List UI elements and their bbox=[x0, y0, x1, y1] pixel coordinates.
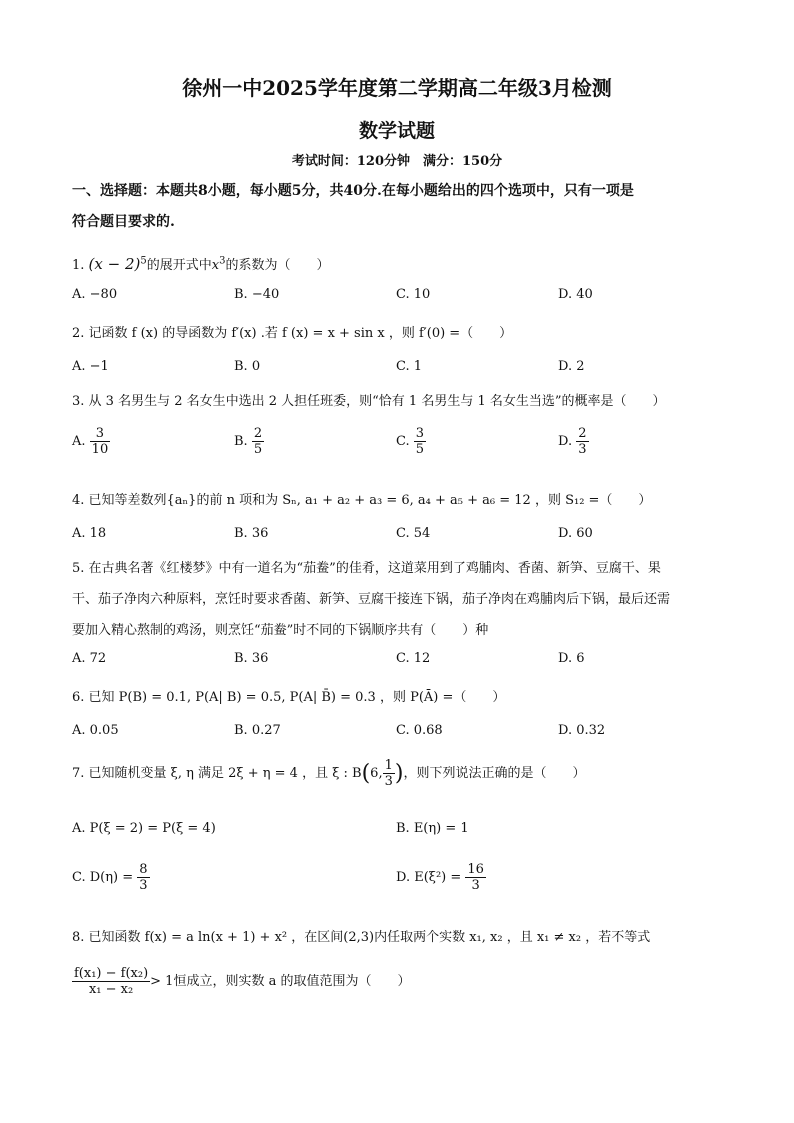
question-7: 7. 已知随机变量 ξ, η 满足 2ξ + η = 4 ，且 ξ : B(6, $\frac{1}{3}$ )，则下列说法正确的是（ ） bbox=[72, 758, 586, 789]
q5-option-b[interactable]: B. 36 bbox=[234, 651, 269, 666]
fraction: $\frac{1}{3}$ bbox=[384, 758, 393, 789]
question-4: 4. 已知等差数列{aₙ}的前 n 项和为 Sₙ, a₁ + a₂ + a₃ = 6, a₄ + a₅ + a₆ = 12 ，则 S₁₂ =（ ） bbox=[72, 493, 652, 508]
q6-option-c[interactable]: C. 0.68 bbox=[396, 723, 443, 738]
q7-option-c[interactable]: C. D(η) = $\frac{8}{3}$ bbox=[72, 862, 148, 893]
q5-option-a[interactable]: A. 72 bbox=[72, 651, 107, 666]
question-6: 6. 已知 P(B) = 0.1, P(A| B) = 0.5, P(A| B̄) = 0.3 ，则 P(Ā) =（ ） bbox=[72, 690, 506, 705]
fraction: $\frac{2}{5}$ bbox=[253, 426, 263, 457]
q4-option-a[interactable]: A. 18 bbox=[72, 526, 107, 541]
question-1: 1. $(x - 2)^5$的展开式中$x^3$的系数为（ ） bbox=[72, 255, 330, 273]
q4-option-b[interactable]: B. 36 bbox=[234, 526, 269, 541]
page-subtitle: 数学试题 bbox=[358, 120, 435, 142]
question-8-line-2: $\frac{\text{f(x₁) − f(x₂)}}{\text{x₁ − x₂}}$ > 1恒成立，则实数 a 的取值范围为（ ） bbox=[74, 966, 411, 997]
question-5-line-3: 要加入精心熬制的鸡汤，则烹饪“茄鲞”时不同的下锅顺序共有（ ）种 bbox=[72, 623, 489, 638]
q2-option-c[interactable]: C. 1 bbox=[396, 359, 423, 374]
q6-option-a[interactable]: A. 0.05 bbox=[72, 723, 119, 738]
q3-option-b[interactable]: B. $\frac{2}{5}$ bbox=[234, 426, 263, 457]
q6-option-d[interactable]: D. 0.32 bbox=[558, 723, 606, 738]
q4-option-d[interactable]: D. 60 bbox=[558, 526, 593, 541]
question-3: 3. 从 3 名男生与 2 名女生中选出 2 人担任班委，则“恰有 1 名男生与 1 名女生当选”的概率是（ ） bbox=[72, 394, 666, 409]
q2-option-b[interactable]: B. 0 bbox=[234, 359, 261, 374]
q1-option-a[interactable]: A. −80 bbox=[72, 287, 118, 302]
q1-option-b[interactable]: B. −40 bbox=[234, 287, 280, 302]
q5-option-d[interactable]: D. 6 bbox=[558, 651, 585, 666]
question-8-line-1: 8. 已知函数 f(x) = a ln(x + 1) + x² ，在区间(2,3)内任取两个实数 x₁, x₂ ，且 x₁ ≠ x₂ ，若不等式 bbox=[72, 930, 651, 945]
q7-option-b[interactable]: B. E(η) = 1 bbox=[396, 821, 469, 836]
q7-option-a[interactable]: A. P(ξ = 2) = P(ξ = 4) bbox=[72, 821, 216, 836]
q3-option-d[interactable]: D. $\frac{2}{3}$ bbox=[558, 426, 587, 457]
exam-info: 考试时间：120分钟 满分：150分 bbox=[291, 154, 503, 169]
q7-option-d[interactable]: D. E(ξ²) = $\frac{16}{3}$ bbox=[396, 862, 484, 893]
question-2: 2. 记函数 f (x) 的导函数为 f′(x) .若 f (x) = x + sin x ，则 f′(0) =（ ） bbox=[72, 326, 513, 341]
question-5-line-1: 5. 在古典名著《红楼梦》中有一道名为“茄鲞”的佳肴，这道菜用到了鸡脯肉、香菌、新笋、豆腐干、果 bbox=[72, 561, 661, 576]
fraction: $\frac{\text{f(x₁) − f(x₂)}}{\text{x₁ − x₂}}$ bbox=[74, 966, 149, 997]
fraction: $\frac{2}{3}$ bbox=[578, 426, 587, 457]
q5-option-c[interactable]: C. 12 bbox=[396, 651, 431, 666]
q1-option-c[interactable]: C. 10 bbox=[396, 287, 431, 302]
question-5-line-2: 干、茄子净肉六种原料，烹饪时要求香菌、新笋、豆腐干接连下锅，茄子净肉在鸡脯肉后下锅，最后还需 bbox=[72, 592, 671, 607]
fraction: $\frac{3}{5}$ bbox=[415, 426, 425, 457]
q2-option-a[interactable]: A. −1 bbox=[72, 359, 109, 374]
q4-option-c[interactable]: C. 54 bbox=[396, 526, 431, 541]
section-heading: 一、选择题：本题共8小题，每小题5分，共40分.在每小题给出的四个选项中，只有一项是 符合题目要求的. bbox=[72, 183, 634, 230]
fraction: $\frac{16}{3}$ bbox=[467, 862, 484, 893]
fraction: $\frac{8}{3}$ bbox=[139, 862, 148, 893]
q1-option-d[interactable]: D. 40 bbox=[558, 287, 593, 302]
page-title: 徐州一中2025学年度第二学期高二年级3月检测 bbox=[182, 76, 612, 100]
q3-option-a[interactable]: A. $\frac{3}{10}$ bbox=[72, 426, 109, 457]
q3-option-c[interactable]: C. $\frac{3}{5}$ bbox=[396, 426, 425, 457]
q6-option-b[interactable]: B. 0.27 bbox=[234, 723, 281, 738]
q2-option-d[interactable]: D. 2 bbox=[558, 359, 585, 374]
fraction: $\frac{3}{10}$ bbox=[91, 426, 109, 457]
